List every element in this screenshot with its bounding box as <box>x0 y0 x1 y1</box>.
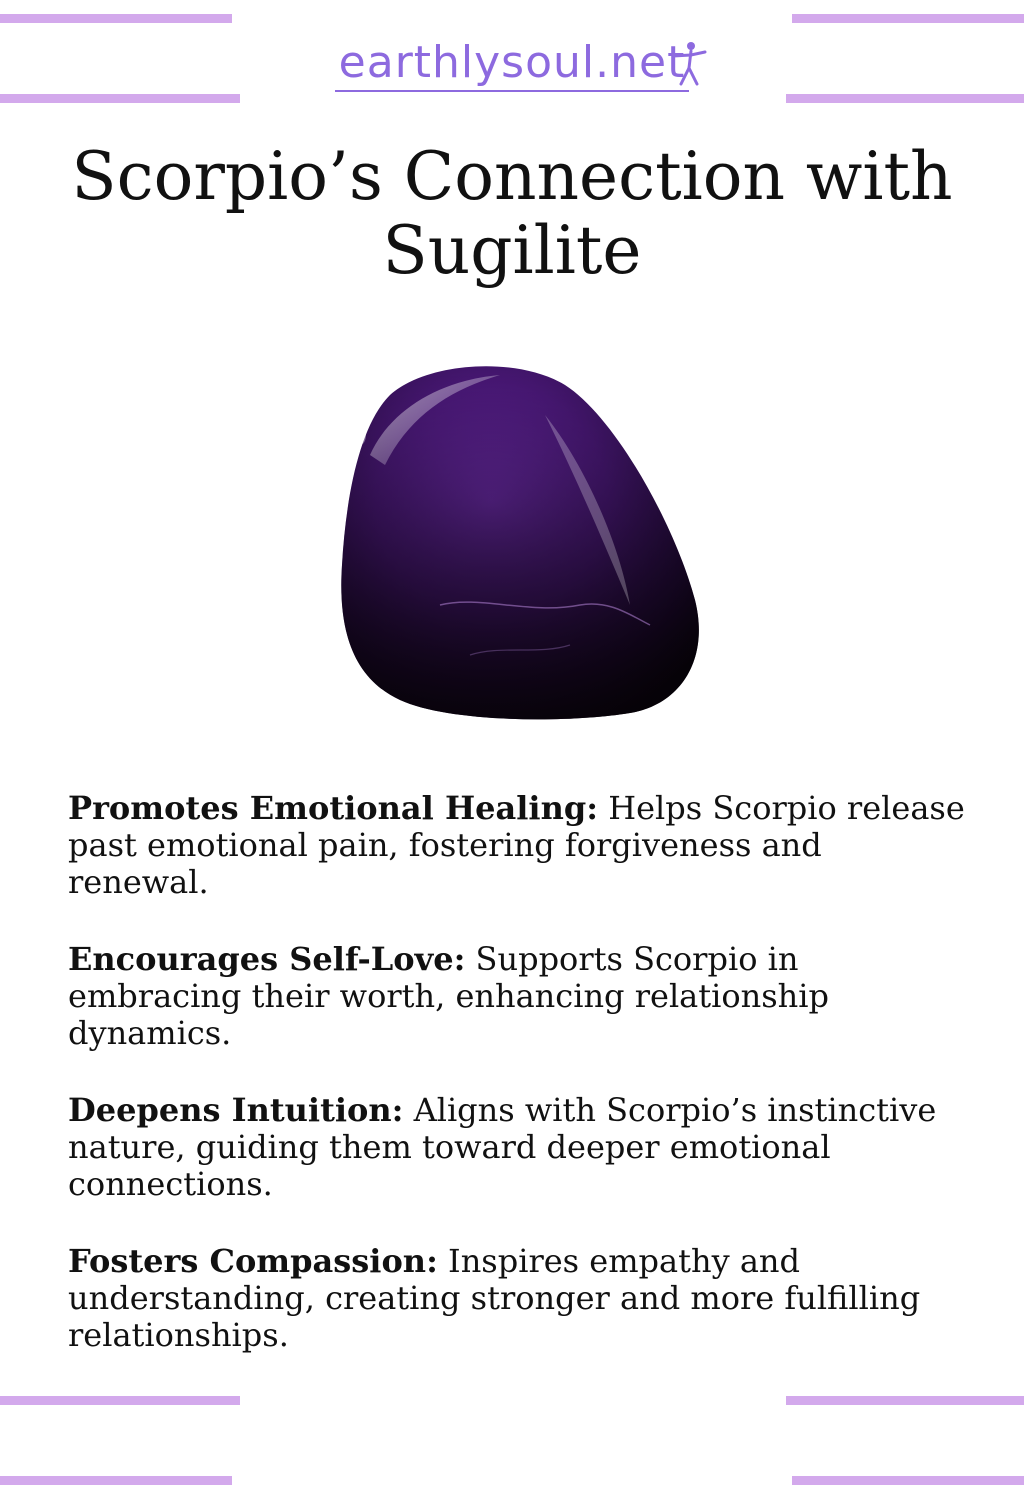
decorative-bar-top-right-lower <box>786 94 1024 103</box>
benefit-label: Fosters Compassion: <box>68 1242 438 1280</box>
benefit-item <box>68 1092 968 1203</box>
benefit-item <box>68 941 968 1052</box>
page-title: Scorpio’s Connection with Sugilite <box>71 138 953 289</box>
benefits-list <box>68 790 968 1394</box>
decorative-bar-bottom-left-lower <box>0 1476 232 1485</box>
benefit-label: Promotes Emotional Healing: <box>68 789 599 827</box>
decorative-bar-top-right-upper <box>792 14 1024 23</box>
benefit-text: Aligns with Scorpio’s instinctive nature, guiding them toward deeper emotional connections. <box>68 1091 937 1203</box>
benefit-label: Deepens Intuition: <box>68 1091 404 1129</box>
benefit-item <box>68 1243 968 1354</box>
decorative-bar-top-left-lower <box>0 94 240 103</box>
benefit-label: Encourages Self-Love: <box>68 940 466 978</box>
sugilite-stone-image <box>330 355 710 725</box>
benefit-text: Helps Scorpio release past emotional pain, fostering forgiveness and renewal. <box>68 789 965 901</box>
benefit-item <box>68 790 968 901</box>
logo-underline <box>335 90 690 92</box>
logo-text: earthlysoul.net <box>338 37 686 88</box>
yoga-figure-icon <box>667 40 707 86</box>
decorative-bar-bottom-right-upper <box>786 1396 1024 1405</box>
site-logo[interactable] <box>0 38 1024 92</box>
decorative-bar-bottom-right-lower <box>792 1476 1024 1485</box>
benefit-text: Supports Scorpio in embracing their worth, enhancing relationship dynamics. <box>68 940 829 1052</box>
decorative-bar-top-left-upper <box>0 14 232 23</box>
decorative-bar-bottom-left-upper <box>0 1396 240 1405</box>
benefit-text: Inspires empathy and understanding, creating stronger and more fulfilling relationships. <box>68 1242 921 1354</box>
